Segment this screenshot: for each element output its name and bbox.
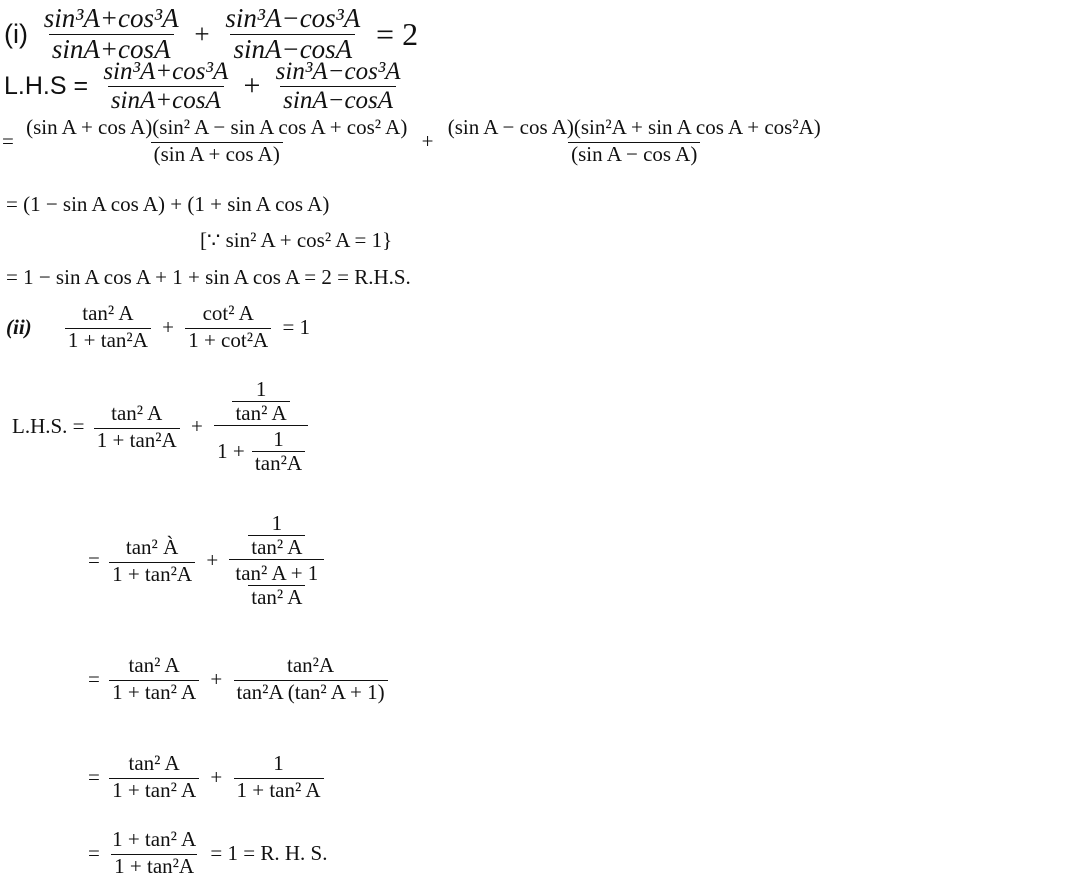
step1-fraction-2: $\frac{\text{(sin A − cos A)(sin²A + sin A cos A + cos²A)}}{\text{(sin A − cos A)}}$ xyxy=(447,115,821,167)
part-i-step-3: = 1 − sin A cos A + 1 + sin A cos A = 2 = R.H.S. xyxy=(6,265,411,289)
lhs-label: L.H.S = xyxy=(4,71,89,100)
part-i-lhs: L.H.S = $\frac{\text{sin³A+cos³A}}{\sin A+\cos A}$ + $\frac{\text{sin³A−cos³A}}{\sin A-\cos A}$ xyxy=(4,58,404,114)
l3-fraction-1: $\frac{\text{tan² A}}{\text{1 + tan² A}}$ xyxy=(109,654,199,704)
part-ii-lhs: L.H.S. = $\frac{\text{tan² A}}{\text{1 + tan²A}}$ + $\frac{1}{\text{tan² A}}$ 1 + $\frac{1}{\text{tan²A}}$ xyxy=(12,378,308,475)
l2-fraction-1: $\frac{\text{tan² À}}{\text{1 + tan²A}}$ xyxy=(109,536,195,586)
l4-fraction-1: $\frac{\text{tan² A}}{\text{1 + tan² A}}$ xyxy=(109,752,199,802)
part-i-identity: [∵ sin² A + cos² A = 1} xyxy=(200,228,393,252)
l2-complex-fraction: $\frac{\frac{1}{\text{tan² A}}}{\frac{\text{tan² A + 1}}{\text{tan² A}}}$ xyxy=(229,512,324,609)
step1-fraction-1: $\frac{\text{(sin A + cos A)(sin² A − sin A cos A + cos² A)}}{\text{(sin A + cos A)}}$ xyxy=(26,115,408,167)
part-ii-statement: (ii) $\frac{\text{tan² A}}{\text{1 + tan²A}}$ + $\frac{\text{cot² A}}{\text{1 + cot²A}}$ = 1 xyxy=(6,301,311,353)
l4-fraction-2: $\frac{1}{\text{1 + tan² A}}$ xyxy=(234,752,324,802)
l3-fraction-2: $\frac{\text{tan²A}}{\text{tan²A (tan² A + 1)}}$ xyxy=(234,654,388,704)
lhs-ii-label: L.H.S. = xyxy=(12,414,85,439)
l1-fraction-1: $\frac{\text{tan² A}}{\text{1 + tan²A}}$ xyxy=(94,402,180,452)
part-ii-line-3: = $\frac{\text{tan² A}}{\text{1 + tan² A}}$ + $\frac{\text{tan²A}}{\text{tan²A (tan² A + 1)}}$ xyxy=(88,654,388,704)
part-ii-line-4: = $\frac{\text{tan² A}}{\text{1 + tan² A}}$ + $\frac{1}{\text{1 + tan² A}}$ xyxy=(88,752,324,802)
l1-complex-fraction: $\frac{1}{\text{tan² A}}$ 1 + $\frac{1}{\text{tan²A}}$ xyxy=(214,378,308,475)
lhs-fraction-2: $\frac{\text{sin³A−cos³A}}{\sin A-\cos A}$ xyxy=(275,58,401,114)
stmt-fraction-1: $\frac{\text{sin³A+cos³A}}{\sin A+\cos A}$ xyxy=(43,3,179,64)
lhs-fraction-1: $\frac{\text{sin³A+cos³A}}{\sin A+\cos A}$ xyxy=(103,58,229,114)
part-ii-label: (ii) xyxy=(6,314,32,339)
part-i-statement: (i) $\frac{\text{sin³A+cos³A}}{\sin A+\cos A}$ + $\frac{\text{sin³A−cos³A}}{\sin A-\cos A}$ = 2 xyxy=(4,3,419,64)
stmt-ii-fraction-1: $\frac{\text{tan² A}}{\text{1 + tan²A}}$ xyxy=(65,302,151,352)
part-i-step-1: = $\frac{\text{(sin A + cos A)(sin² A − sin A cos A + cos² A)}}{\text{(sin A + cos A)}}$ + $\frac{\text{(sin A − cos A)(sin²A + sin A cos A + cos²A)}}{\text{(sin A − cos A)}}$ xyxy=(2,116,824,166)
stmt-ii-fraction-2: $\frac{\text{cot² A}}{\text{1 + cot²A}}$ xyxy=(185,302,271,352)
l5-fraction: $\frac{\text{1 + tan² A}}{\text{1 + tan²A}}$ xyxy=(112,827,197,879)
part-i-step-2: = (1 − sin A cos A) + (1 + sin A cos A) xyxy=(6,192,330,216)
part-ii-line-2: = $\frac{\text{tan² À}}{\text{1 + tan²A}}$ + $\frac{\frac{1}{\text{tan² A}}}{\frac{\text{tan² A + 1}}{\text{tan² A}}}$ xyxy=(88,512,324,609)
stmt-fraction-2: $\frac{\text{sin³A−cos³A}}{\sin A-\cos A}$ xyxy=(225,3,361,64)
part-i-label: (i) xyxy=(4,18,28,49)
part-ii-line-5: = $\frac{\text{1 + tan² A}}{\text{1 + tan²A}}$ = 1 = R. H. S. xyxy=(88,827,328,879)
